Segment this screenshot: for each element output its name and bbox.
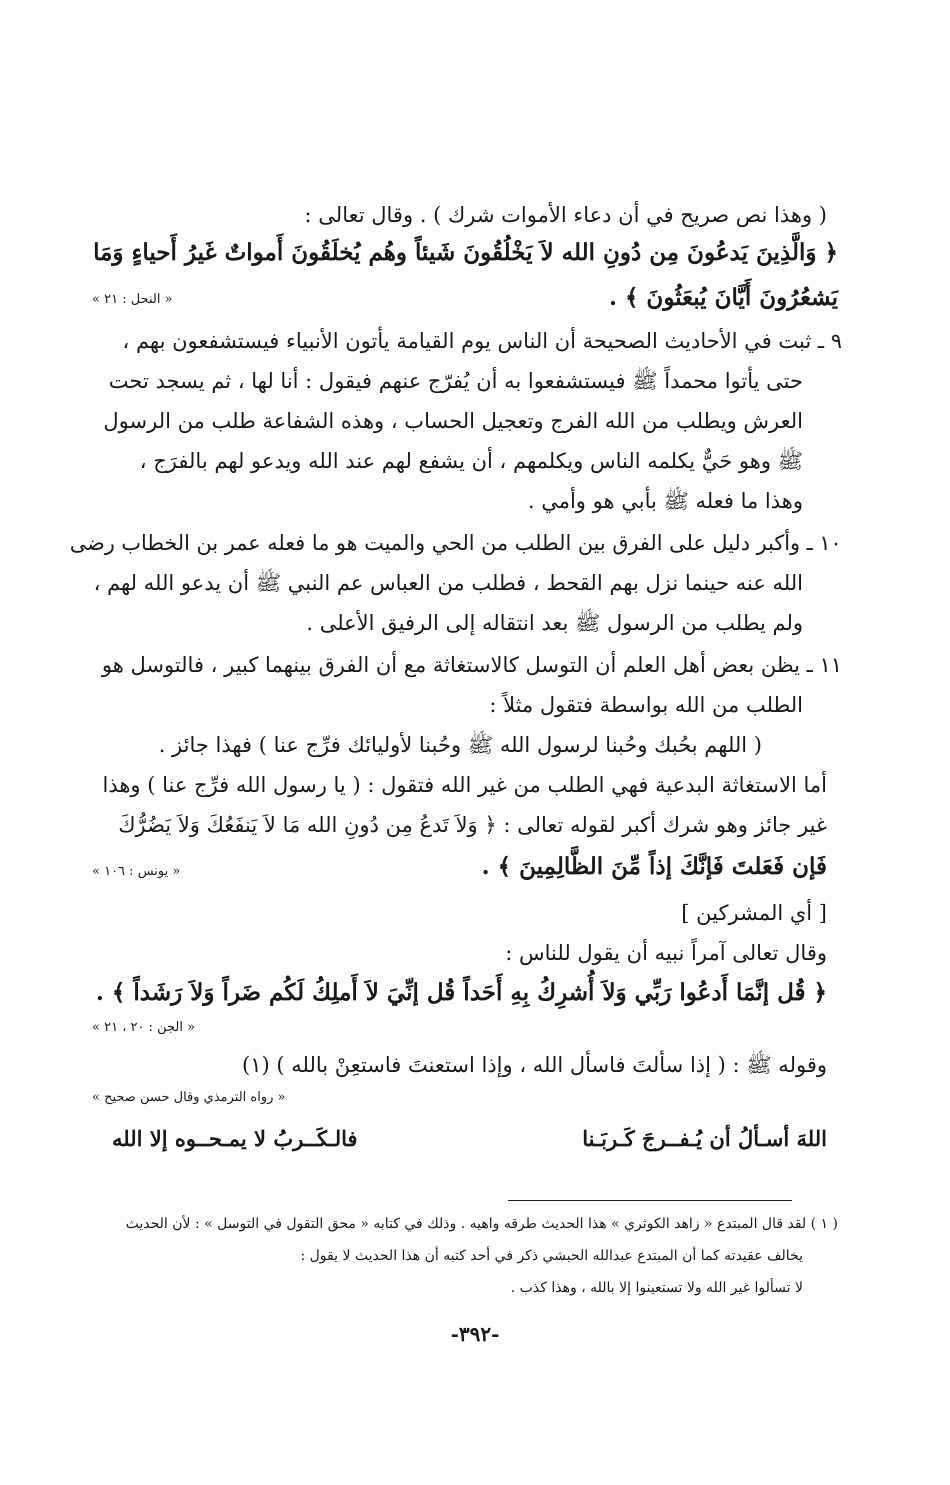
paragraph-9-line: حتى يأتوا محمداً ﷺ فيستشفعوا به أن يُفرّج عنهم فيقول : أنا لها ، ثم يسجد تحت	[108, 369, 803, 393]
footnote-line: ( ١ ) لقد قال المبتدع « زاهد الكوثري » هذا الحديث طرقه واهيه . وذلك في كتابه « محق التقول في التوسل » : لأن الحديث	[125, 1216, 838, 1232]
paragraph-9-line: ﷺ وهو حَيٌّ يكلمه الناس ويكلمهم ، أن يشفع لهم عند الله ويدعو لهم بالفرَج ،	[139, 449, 803, 473]
paragraph-9-line: ٩ ـ ثبت في الأحاديث الصحيحة أن الناس يوم القيامة يأتون الأنبياء فيستشفعون بهم ،	[122, 329, 842, 353]
verse-reference: « النحل : ٢١ »	[92, 292, 173, 307]
text-line: أما الاستغاثة البدعية فهي الطلب من غير الله فتقول : ( يا رسول الله فرِّج عنا ) وهذا	[102, 773, 827, 797]
paragraph-11-line: ١١ ـ يظن بعض أهل العلم أن التوسل كالاستغاثة مع أن الفرق بينهما كبير ، فالتوسل هو	[101, 653, 842, 677]
verse-reference: « الجن : ٢٠ ، ٢١ »	[92, 1020, 196, 1035]
text-line: غير جائز وهو شرك أكبر لقوله تعالى : ﴿ وَلاَ تَدعُ مِن دُونِ الله مَا لاَ يَنفَعُكَ وَلاَ يَضُرُّكَ	[118, 813, 827, 837]
supplication-line: ( اللهم بحُبك وحُبنا لرسول الله ﷺ وحُبنا لأوليائك فرِّج عنا ) فهذا جائز .	[158, 733, 762, 757]
page-number: -٣٩٢-	[450, 1322, 500, 1346]
quran-verse-line: ﴿ قُل إنَّمَا أَدعُوا رَبِّي وَلاَ أُشرِكُ بِهِ أَحَداً قُل إنِّيَ لاَ أَملِكُ لَكُم ضَراً وَلاَ رَشَداً ﴾ .	[95, 979, 827, 1006]
text-line: ( وهذا نص صريح في أن دعاء الأموات شرك ) . وقال تعالى :	[304, 203, 827, 227]
hadith-line: وقوله ﷺ : ( إذا سألتَ فاسأل الله ، وإذا استعنتَ فاستعِنْ بالله ) (١)	[242, 1053, 827, 1077]
paragraph-9-line: وهذا ما فعله ﷺ بأبي هو وأمي .	[527, 489, 803, 513]
paragraph-10-line: الله عنه حينما نزل بهم القحط ، فطلب من العباس عم النبي ﷺ أن يدعو الله لهم ،	[93, 571, 803, 595]
paragraph-9-line: العرش ويطلب من الله الفرج وتعجيل الحساب ، وهذه الشفاعة طلب من الرسول	[103, 409, 803, 433]
hadith-source: « رواه الترمذي وقال حسن صحيح »	[92, 1090, 286, 1105]
text-line: وقال تعالى آمراً نبيه أن يقول للناس :	[505, 941, 827, 965]
text-line: [ أي المشركين ]	[681, 901, 827, 925]
quran-verse-line: ﴿ وَالَّذِينَ يَدعُونَ مِن دُونِ الله لاَ يَخْلُقُونَ شَيئاً وهُم يُخلَقُونَ أَمواتٌ غَيرُ أَحياءٍ وَمَا	[93, 239, 838, 266]
paragraph-10-line: ١٠ ـ وأكبر دليل على الفرق بين الطلب من الحي والميت هو ما فعله عمر بن الخطاب رضى	[70, 531, 842, 555]
verse-reference: « يونس : ١٠٦ »	[92, 864, 181, 879]
paragraph-10-line: ولم يطلب من الرسول ﷺ بعد انتقاله إلى الرفيق الأعلى .	[306, 611, 803, 635]
footnote-line: لا تسألوا غير الله ولا تستعينوا إلا بالله ، وهذا كذب .	[510, 1280, 803, 1296]
quran-verse-line: فَإن فَعَلتَ فَإنَّكَ إذاً مِّنَ الظَّالِمِينَ ﴾ .	[481, 853, 827, 880]
footnote-separator	[508, 1200, 792, 1201]
poem-hemistich-right: اللهَ أسـألُ أن يُـفــرجَ كَـربَـنا	[582, 1126, 827, 1151]
footnote-line: يخالف عقيدته كما أن المبتدع عبدالله الحبشي ذكر في أحد كتبه أن هذا الحديث لا يقول :	[300, 1248, 803, 1264]
paragraph-11-line: الطلب من الله بواسطة فتقول مثلاً :	[489, 693, 803, 717]
poem-hemistich-left: فالـكَــربُ لا يمـحــوه إلا الله	[112, 1126, 358, 1151]
quran-verse-line: يَشعُرُونَ أَيَّانَ يُبعَثُونَ ﴾ .	[608, 284, 838, 311]
